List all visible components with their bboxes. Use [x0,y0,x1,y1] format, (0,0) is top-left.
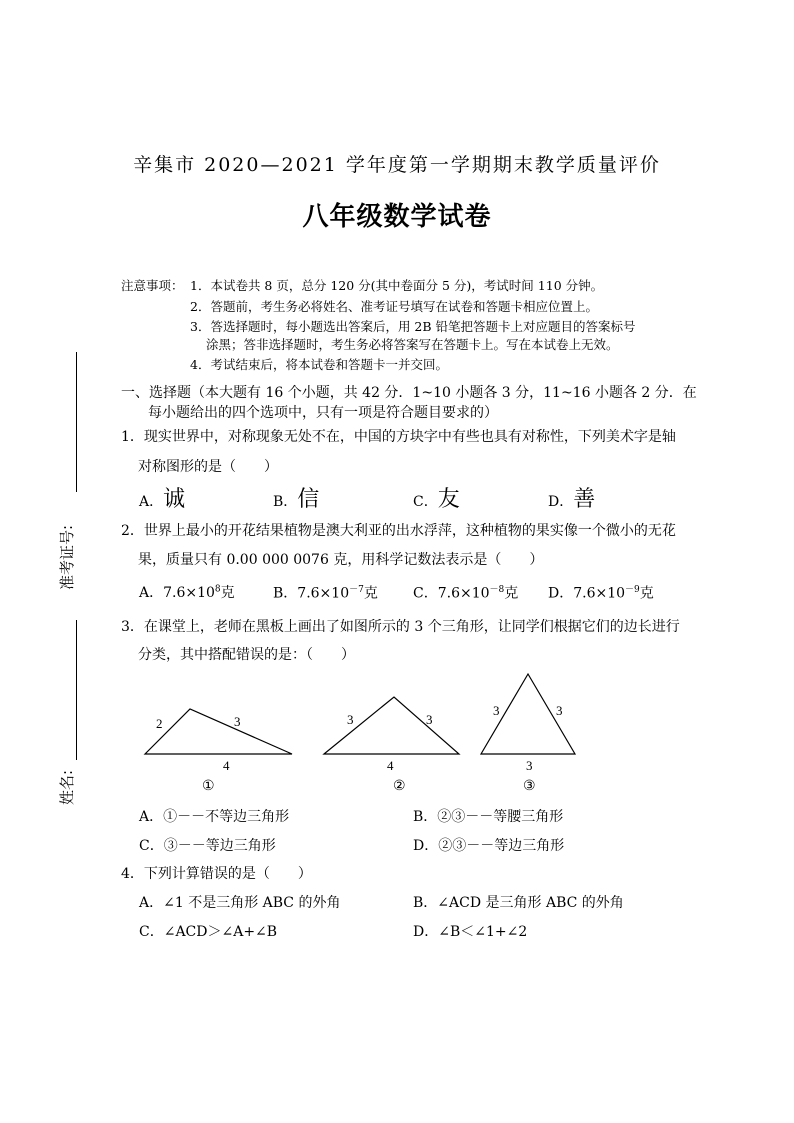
exam-title: 辛集市 2020—2021 学年度第一学期期末教学质量评价 [133,154,661,176]
section1-heading: 一、选择题（本大题有 16 个小题，共 42 分．1~10 小题各 3 分，11~16 小题各 2 分．在 [121,385,697,401]
tri1-side-left: 2 [156,716,163,731]
q4-stem: 4．下列计算错误的是（ ） [121,866,312,882]
q2-option-b [273,582,378,603]
tri3-side-right: 3 [556,703,563,718]
q1-option-b [273,482,319,513]
option-letter: D． [548,494,574,510]
option-exponent: －9 [625,585,640,595]
q3-option-a: A．①－－不等边三角形 [139,809,290,825]
tri2-side-bottom: 4 [387,758,394,773]
name-line [76,620,77,760]
option-unit: 克 [504,585,519,602]
q4-option-a: A．∠1 不是三角形 ABC 的外角 [139,895,341,911]
option-unit: 克 [220,585,235,601]
q2-option-c [413,582,518,603]
tri3-label: ③ [523,779,536,794]
tri2-side-left: 3 [347,712,354,727]
name-label: 姓名: [58,769,76,805]
q1-option-d [548,482,595,513]
tri3-side-left: 3 [493,703,500,718]
q4-option-b: B．∠ACD 是三角形 ABC 的外角 [413,895,624,911]
option-letter: B． [273,494,298,510]
triangles-figure [130,668,600,798]
exam-id-line [76,352,77,492]
paper-title: 八年级数学试卷 [302,202,492,232]
tri1-side-bottom: 4 [223,758,230,773]
q1-option-a [139,482,185,513]
option-exponent: －7 [349,585,364,595]
q4-option-d: D．∠B＜∠1+∠2 [413,924,528,940]
tri1-label: ① [202,779,215,794]
q2-option-d [548,582,654,603]
option-letter: A． [139,494,164,510]
notice-item-1: 1．本试卷共 8 页，总分 120 分(其中卷面分 5 分)，考试时间 110 分钟。 [190,278,604,293]
notice-item-2: 2．答题前，考生务必将姓名、准考证号填写在试卷和答题卡相应位置上。 [190,299,598,314]
q1-stem: 1．现实世界中，对称现象无处不在，中国的方块字中有些也具有对称性，下列美术字是轴 [121,429,676,445]
option-unit: 克 [639,585,654,602]
tri1-side-right: 3 [234,714,241,729]
exam-id-label: 准考证号: [58,524,76,590]
section1-heading-cont: 每小题给出的四个选项中，只有一项是符合题目要求的） [148,405,498,421]
q2-stem-cont: 果，质量只有 0.00 000 0076 克，用科学记数法表示是（ ） [138,552,544,568]
tri2-side-right: 3 [426,712,433,727]
q3-option-b: B．②③－－等腰三角形 [413,809,564,825]
q2-stem: 2．世界上最小的开花结果植物是澳大利亚的出水浮萍，这种植物的果实像一个微小的无花 [121,523,676,539]
q1-option-c [413,482,460,513]
triangle-2 [324,697,459,754]
q1-stem-cont: 对称图形的是（ ） [138,459,278,475]
q3-option-c: C．③－－等边三角形 [139,838,276,854]
option-base: C．7.6×10 [413,585,490,602]
option-base: B．7.6×10 [273,585,350,602]
option-char: 信 [297,487,320,512]
q2-option-a [139,582,235,602]
option-char: 友 [437,487,460,512]
q4-option-c: C．∠ACD＞∠A+∠B [139,924,278,940]
q3-option-d: D．②③－－等边三角形 [413,838,565,854]
option-char: 善 [573,487,596,512]
option-exponent: －8 [489,585,505,595]
option-base: D．7.6×10 [548,585,626,602]
notice-item-4: 4．考试结束后，将本试卷和答题卡一并交回。 [190,357,448,372]
tri2-label: ② [393,779,406,794]
option-letter: C． [413,494,438,510]
tri3-side-bottom: 3 [526,758,533,773]
option-base: A．7.6×10 [139,585,215,601]
option-char: 诚 [163,487,186,512]
q3-stem-cont: 分类，其中搭配错误的是：（ ） [138,647,355,663]
option-unit: 克 [363,585,378,602]
notice-label: 注意事项： [121,278,184,293]
q3-stem: 3．在课堂上，老师在黑板上画出了如图所示的 3 个三角形，让同学们根据它们的边长进行 [121,619,680,635]
notice-item-3-cont: 涂黑；答非选择题时，考生务必将答案写在答题卡上。写在本试卷上无效。 [206,337,619,352]
option-exponent: 8 [214,584,221,595]
notice-item-3: 3．答选择题时，每小题选出答案后，用 2B 铅笔把答题卡上对应题目的答案标号 [190,319,636,334]
triangle-1 [145,709,292,754]
